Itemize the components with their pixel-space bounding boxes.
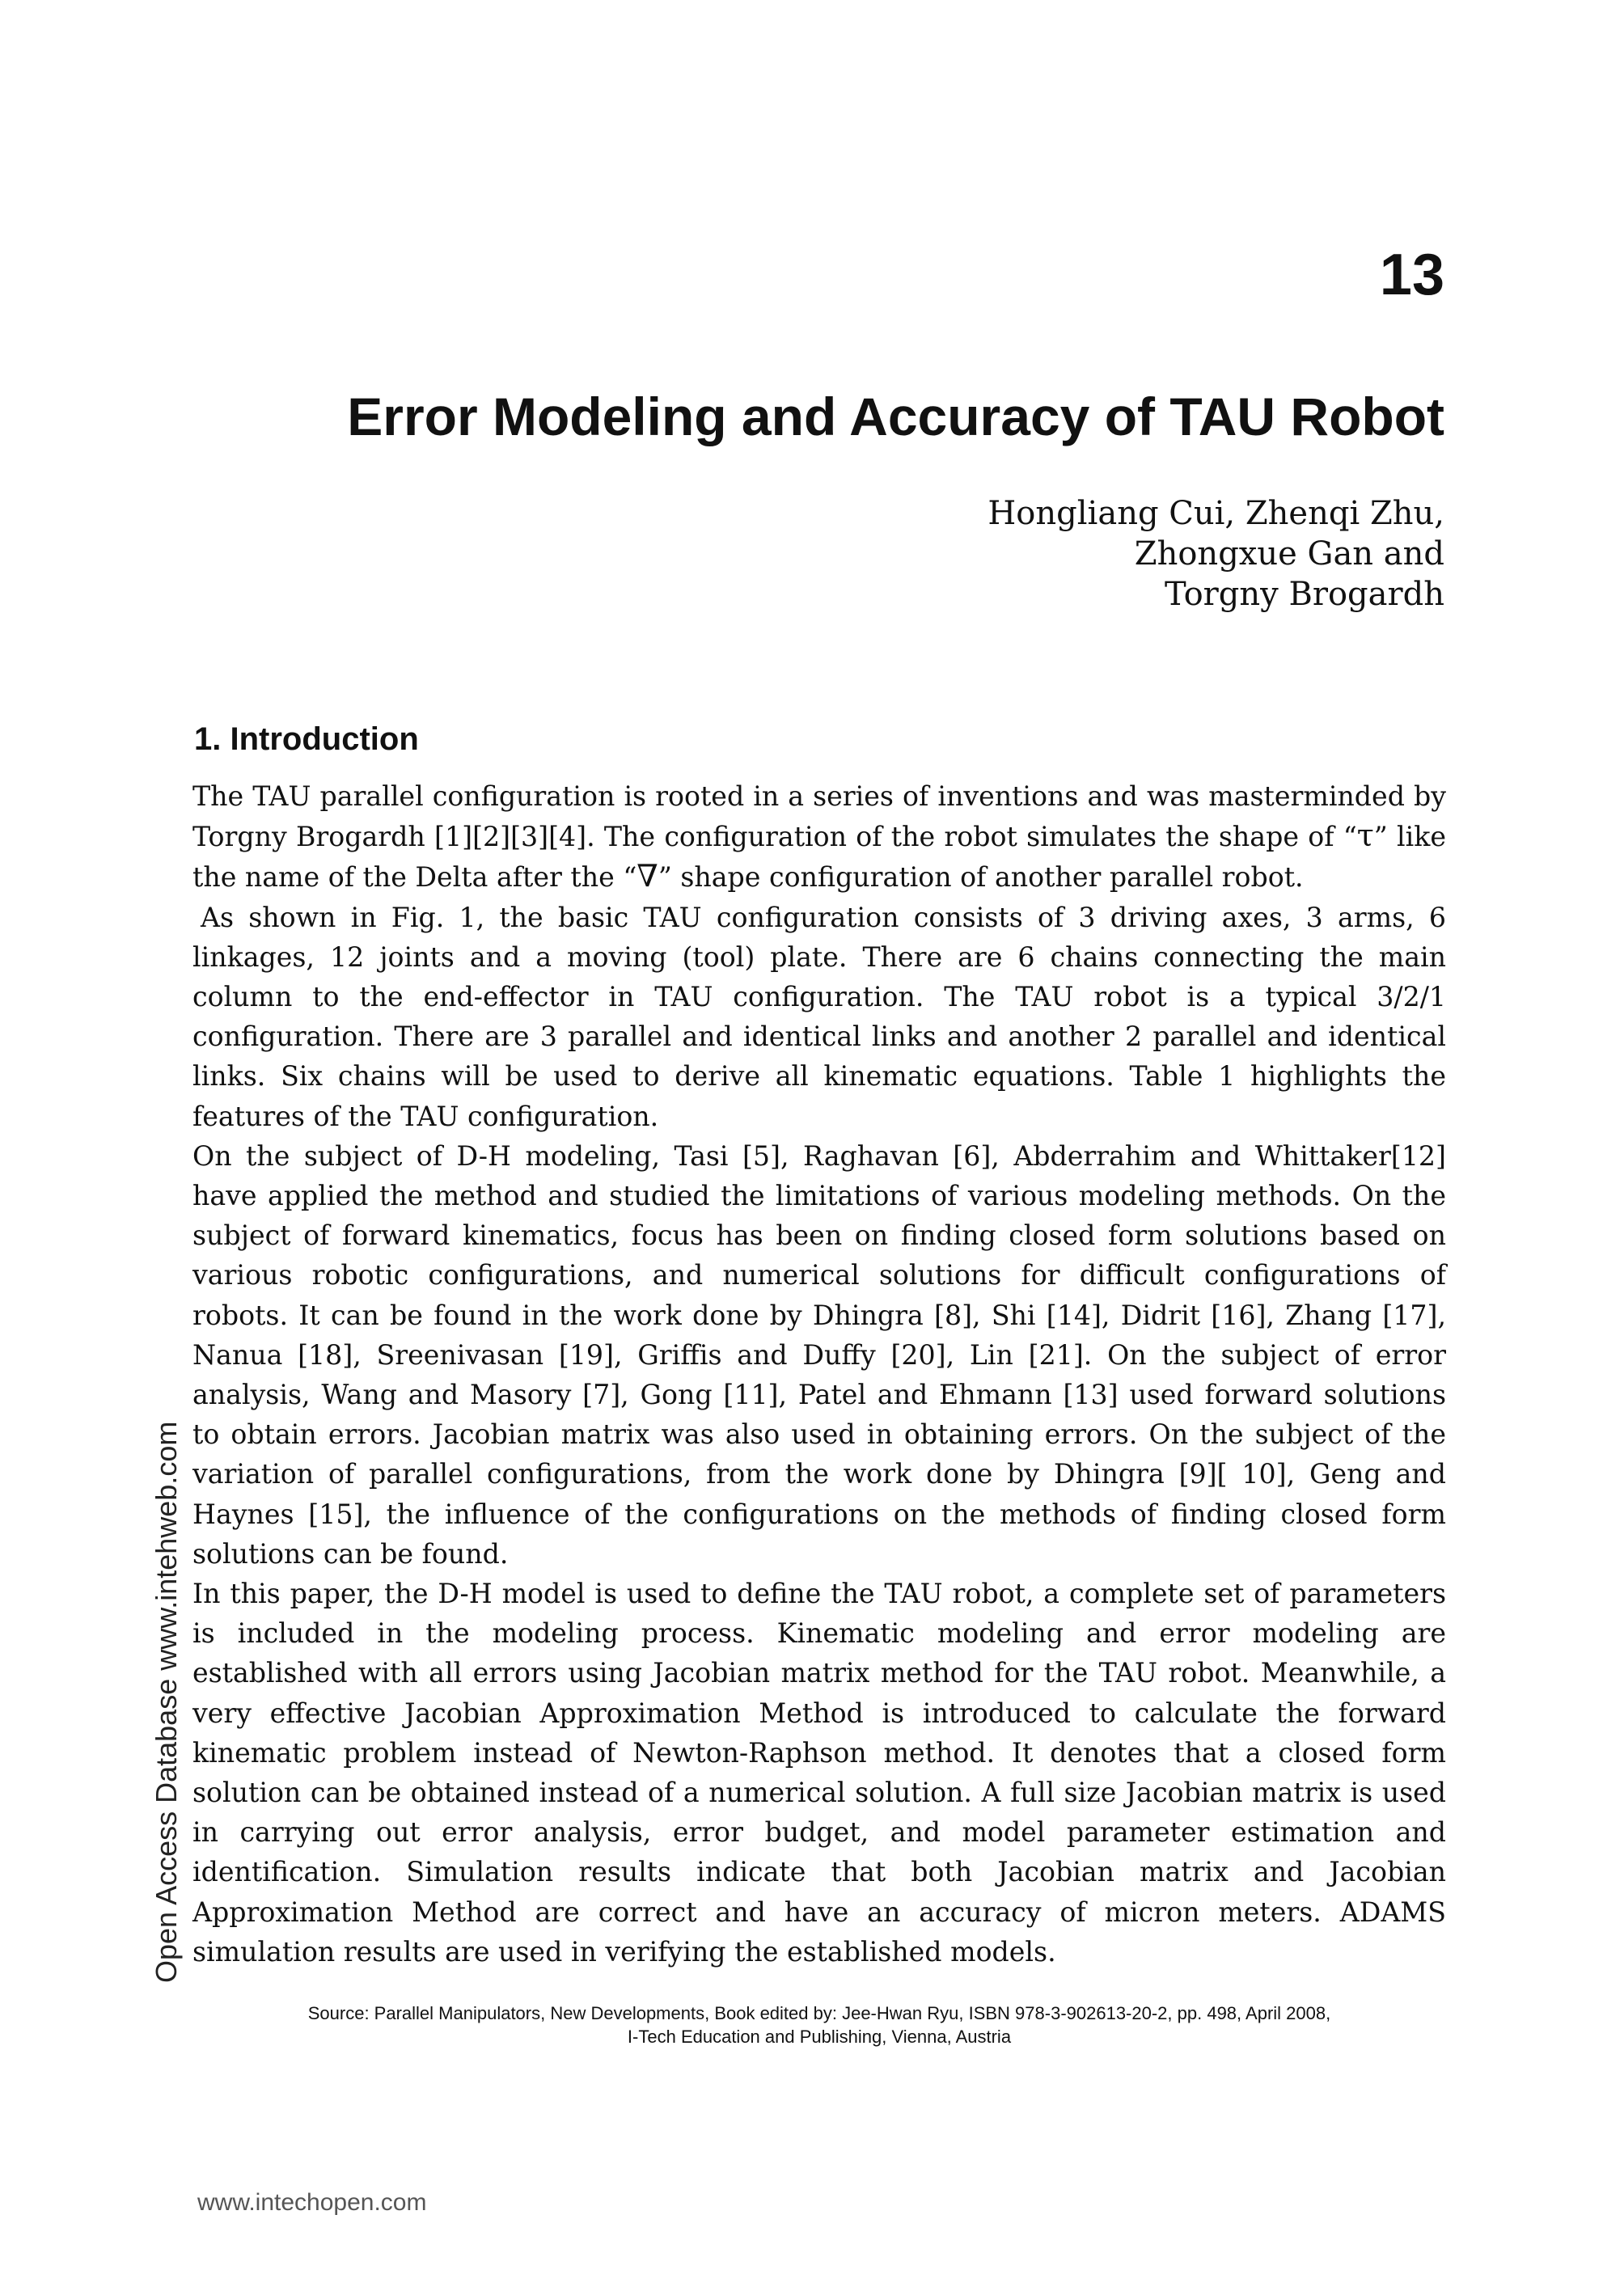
author-list (988, 493, 1444, 615)
paragraph-2: As shown in Fig. 1, the basic TAU configuration consists of 3 driving axes, 3 arms, 6 linkages, 12 joints and a moving (tool) plate. There are 6 chains connecting the main column to the end-effector in TAU configuration. The TAU robot is a typical 3/2/1 configuration. There are 3 parallel and identical links and another 2 parallel and identical links. Six chains will be used to derive all kinematic equations. Table 1 highlights the features of the TAU configuration. (192, 901, 1446, 1132)
body-text (192, 776, 1446, 1972)
source-note-line-1: Source: Parallel Manipulators, New Developments, Book edited by: Jee-Hwan Ryu, ISBN 978-3-902613-20-2, pp. 498, April 2008, (307, 2003, 1331, 2023)
tau-symbol: τ (1356, 818, 1374, 854)
paragraph-1-part-a: The TAU parallel configuration is rooted in a series of inventions and was masterminded by Torgny Brogardh [1][2][3][4]. The configuration of the robot simulates the shape of “ (192, 780, 1446, 853)
paragraph-3: On the subject of D-H modeling, Tasi [5], Raghavan [6], Abderrahim and Whittaker[12] have applied the method and studied the limitations of various modeling methods. On the subject of forward kinematics, focus has been on finding closed form solutions based on various robotic configurations, and numerical solutions for difficult configurations of robots. It can be found in the work done by Dhingra [8], Shi [14], Didrit [16], Zhang [17], Nanua [18], Sreenivasan [19], Griffis and Duffy [20], Lin [21]. On the subject of error analysis, Wang and Masory [7], Gong [11], Patel and Ehmann [13] used forward solutions to obtain errors. Jacobian matrix was also used in obtaining errors. On the subject of the variation of parallel configurations, from the work done by Dhingra [9][ 10], Geng and Haynes [15], the influence of the configurations on the methods of finding closed form solutions can be found. (192, 1139, 1446, 1570)
paragraph-1 (192, 776, 1446, 898)
author-line-2: Zhongxue Gan and (1134, 535, 1444, 573)
author-line-1: Hongliang Cui, Zhenqi Zhu, (988, 495, 1444, 532)
nabla-symbol: ∇ (636, 858, 658, 894)
section-heading-introduction: 1. Introduction (194, 721, 419, 757)
source-note-line-2: I-Tech Education and Publishing, Vienna, Austria (627, 2027, 1012, 2047)
paragraph-1-part-b: ” like the name of the Delta after the “ (192, 821, 1446, 894)
paragraph-1-part-c: ” shape configuration of another parallel robot. (658, 861, 1304, 894)
side-watermark: Open Access Database www.intehweb.com (150, 1421, 183, 1983)
footer-url: www.intechopen.com (197, 2189, 427, 2216)
chapter-title: Error Modeling and Accuracy of TAU Robot (347, 387, 1444, 446)
source-note (192, 2001, 1446, 2048)
chapter-number: 13 (1379, 243, 1444, 307)
author-line-3: Torgny Brogardh (1165, 576, 1444, 613)
paragraph-4: In this paper, the D-H model is used to define the TAU robot, a complete set of parameters is included in the modeling process. Kinematic modeling and error modeling are established with all errors using Jacobian matrix method for the TAU robot. Meanwhile, a very effective Jacobian Approximation Method is introduced to calculate the forward kinematic problem instead of Newton-Raphson method. It denotes that a closed form solution can be obtained instead of a numerical solution. A full size Jacobian matrix is used in carrying out error analysis, error budget, and model parameter estimation and identification. Simulation results indicate that both Jacobian matrix and Jacobian Approximation Method are correct and have an accuracy of micron meters. ADAMS simulation results are used in verifying the established models. (192, 1578, 1446, 1968)
